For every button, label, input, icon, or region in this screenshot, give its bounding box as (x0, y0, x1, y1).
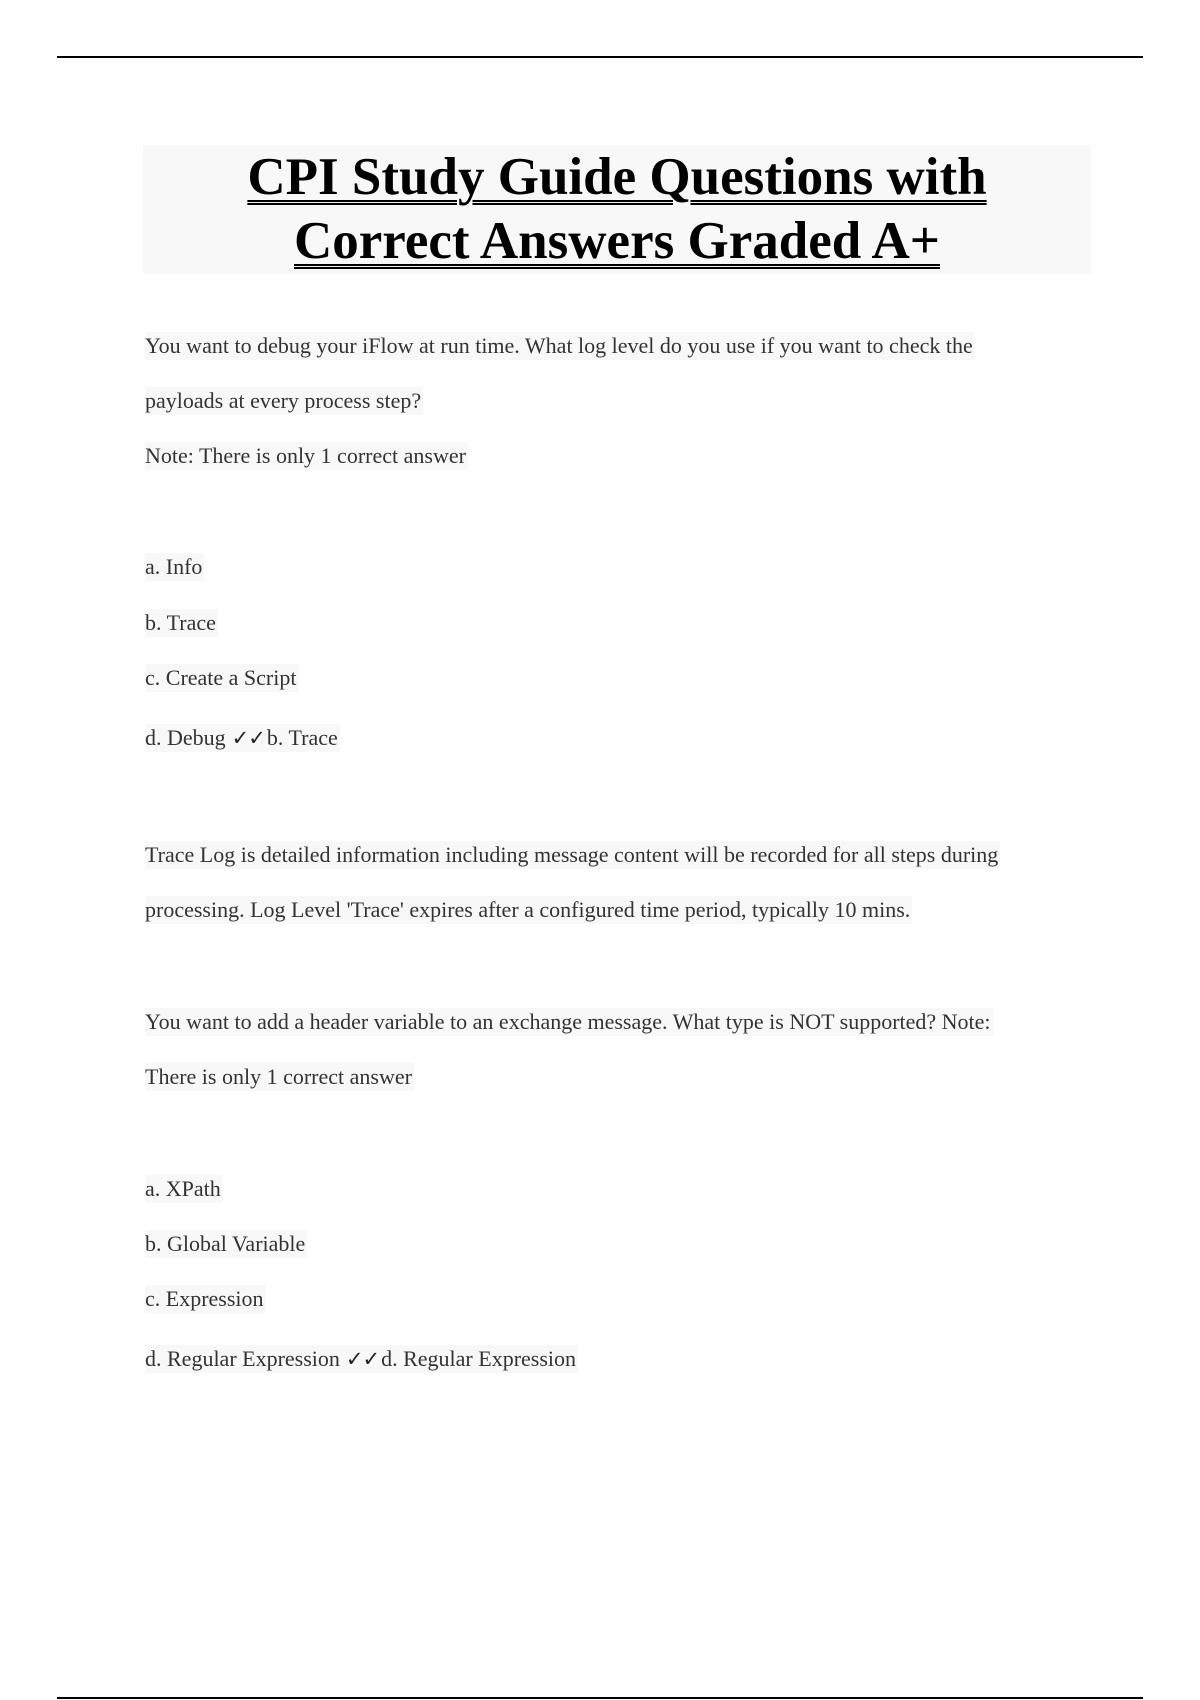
question-1-option-d: d. Debug (145, 725, 226, 750)
question-1-note: Note: There is only 1 correct answer (145, 443, 466, 468)
top-rule (57, 56, 1143, 58)
question-2-text-line-1: You want to add a header variable to an exchange message. What type is NOT supported? Note: (145, 1009, 991, 1034)
question-2-text-line-2: There is only 1 correct answer (145, 1064, 412, 1089)
double-check-icon: ✓✓ (345, 1347, 380, 1371)
question-1-answer: b. Trace (266, 725, 338, 750)
document-title-line-2 (143, 209, 1091, 273)
question-1-option-d-answer (145, 724, 340, 752)
question-1-explanation-line-2: processing. Log Level 'Trace' expires after a configured time period, typically 10 mins. (145, 897, 911, 922)
question-1-option-b: b. Trace (145, 610, 216, 635)
question-2-option-d: d. Regular Expression (145, 1346, 340, 1371)
question-2-option-a: a. XPath (145, 1176, 221, 1201)
bottom-rule (57, 1697, 1143, 1699)
question-2-option-d-answer (145, 1345, 578, 1373)
question-1-option-a: a. Info (145, 554, 203, 579)
question-1-explanation-line-1: Trace Log is detailed information including message content will be recorded for all steps during (145, 842, 999, 867)
question-1-text-line-1: You want to debug your iFlow at run time. What log level do you use if you want to check the (145, 333, 973, 358)
document-title-text-2: Correct Answers Graded A+ (294, 212, 940, 270)
question-1-option-c: c. Create a Script (145, 665, 297, 690)
question-2-option-b: b. Global Variable (145, 1231, 306, 1256)
double-check-icon: ✓✓ (231, 726, 265, 750)
title-block (143, 145, 1091, 274)
question-2-option-c: c. Expression (145, 1286, 264, 1311)
question-1-text-line-2: payloads at every process step? (145, 388, 422, 413)
question-2-answer: d. Regular Expression (381, 1346, 577, 1371)
document-title-text-1: CPI Study Guide Questions with (247, 148, 987, 206)
document-title-line-1 (143, 145, 1091, 209)
